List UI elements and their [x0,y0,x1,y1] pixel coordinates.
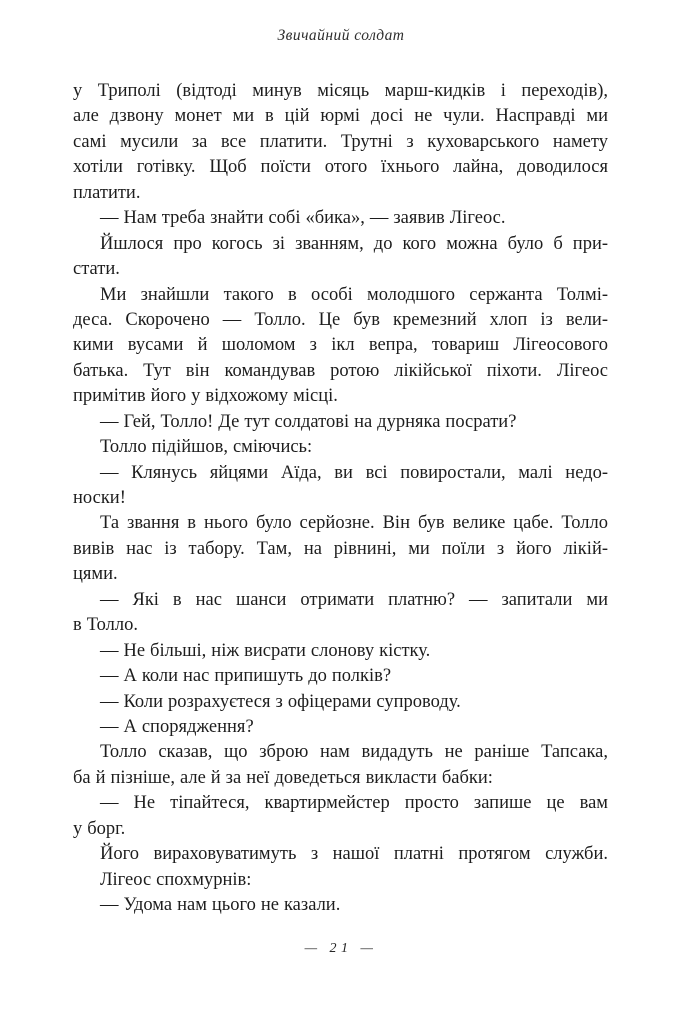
paragraph [73,588,608,639]
paragraph [73,461,608,512]
paragraph [73,893,608,918]
text-line: платити. [73,182,141,203]
text-line: Його вираховуватимуть з нашої платні протягом служби. [100,844,608,865]
text-line: — Клянусь яйцями Аїда, ви всі повиростали, малі недо- [100,462,608,483]
running-header: Звичайний солдат [277,27,405,44]
paragraph [73,511,608,587]
paragraph [73,740,608,791]
page-number: — 21 — [304,941,378,956]
text-line: Та звання в нього було серйозне. Він був велике цабе. Толло [100,513,608,534]
text-line: — Нам треба знайти собі «бика», — заявив Лігеос. [100,208,506,229]
text-line: стати. [73,259,120,280]
text-line: Толло підійшов, сміючись: [100,437,313,458]
paragraph [73,842,608,867]
text-line: у борг. [73,818,126,839]
text-line: — Гей, Толло! Де тут солдатові на дурняка посрати? [100,411,517,432]
paragraph [73,664,608,689]
text-line: кими вусами й шоломом з ікл вепра, товариш Лігеосового [73,335,608,356]
text-line: деса. Скорочено — Толло. Це був кремезний хлоп із вели- [73,309,608,330]
paragraph [73,410,608,435]
text-line: — Удома нам цього не казали. [100,895,341,915]
paragraph [73,715,608,740]
text-line: батька. Тут він командував ротою лікійської піхоти. Лігеос [73,360,608,381]
paragraph [73,791,608,842]
text-line: — Не тіпайтеся, квартирмейстер просто запише це вам [100,793,608,814]
text-line: Лігеос спохмурнів: [100,869,252,890]
paragraph [73,206,608,231]
text-line: в Толло. [73,615,138,636]
paragraph [73,79,608,206]
text-line: Йшлося про когось зі званням, до кого можна було б при- [100,233,608,254]
text-line: Толло сказав, що зброю нам видадуть не раніше Тапсака, [100,742,608,763]
text-line: — Не більші, ніж висрати слонову кістку. [100,640,431,661]
text-line: хотіли готівку. Щоб поїсти отого їхнього лайна, доводилося [73,157,608,178]
text-line: — Коли розрахуєтеся з офіцерами супроводу. [100,691,461,712]
text-line: у Триполі (відтоді минув місяць марш-кидків і переходів), [73,81,608,101]
page-body [73,79,608,918]
paragraph [73,283,608,410]
paragraph [73,868,608,893]
text-line: самі мусили за все платити. Трутні з куховарського намету [73,131,608,152]
text-line: вивів нас із табору. Там, на рівнині, ми поїли з його лікій- [73,538,608,559]
paragraph [73,232,608,283]
paragraph [73,639,608,664]
text-line: Ми знайшли такого в особі молодшого сержанта Толмі- [100,284,608,305]
text-line: — А коли нас припишуть до полків? [100,666,392,687]
text-line: носки! [73,488,126,508]
paragraph [73,690,608,715]
text-line: — Які в нас шанси отримати платню? — запитали ми [100,589,608,610]
text-line: — А спорядження? [100,716,254,737]
paragraph [73,435,608,460]
text-line: примітив його у відхожому місці. [73,386,338,407]
text-line: ба й пізніше, але й за неї доведеться викласти бабки: [73,767,493,788]
text-line: але дзвону монет ми в цій юрмі досі не чули. Насправді ми [73,106,608,127]
text-line: цями. [73,564,118,585]
